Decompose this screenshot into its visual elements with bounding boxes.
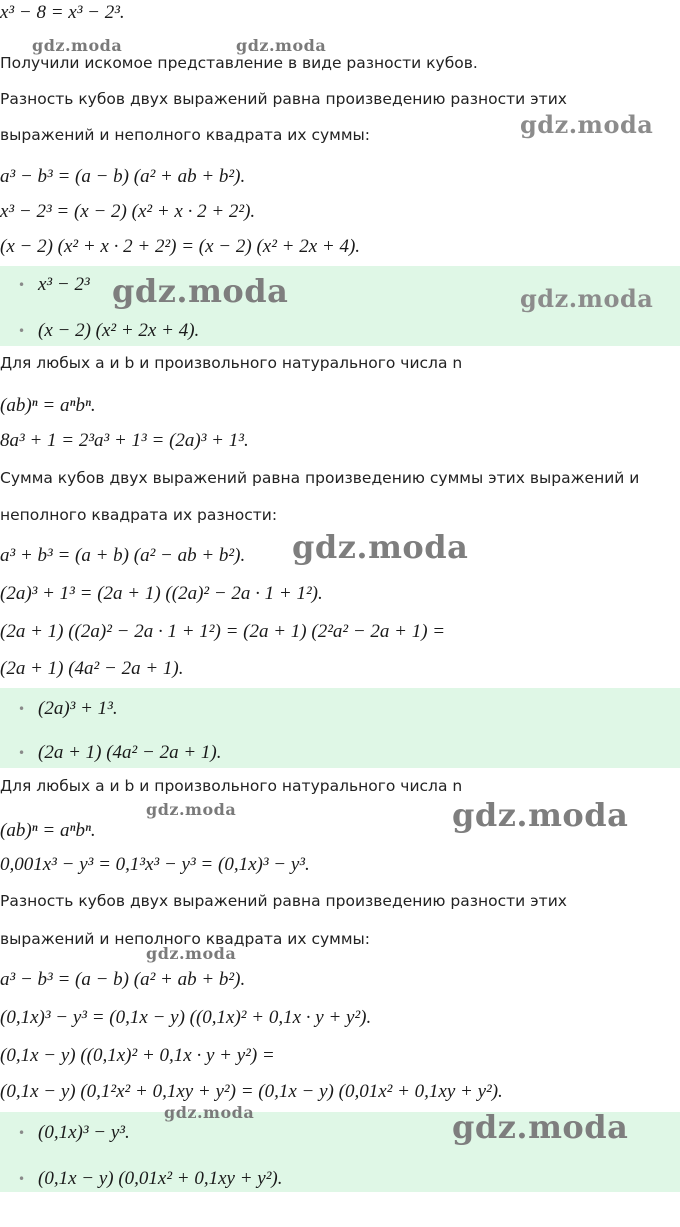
watermark: gdz.moda bbox=[164, 1103, 255, 1122]
math-line: (2a + 1) ((2a)² − 2a · 1 + 1²) = (2a + 1) (2²a² − 2a + 1) = bbox=[0, 621, 446, 642]
watermark: gdz.moda bbox=[236, 36, 327, 55]
math-line: (2a)³ + 1³ = (2a + 1) ((2a)² − 2a · 1 + 1²). bbox=[0, 583, 323, 604]
math-line: a³ + b³ = (a + b) (a² − ab + b²). bbox=[0, 545, 246, 566]
math-line: 8a³ + 1 = 2³a³ + 1³ = (2a)³ + 1³. bbox=[0, 430, 249, 451]
watermark: gdz.moda bbox=[146, 800, 237, 819]
watermark: gdz.moda bbox=[520, 284, 654, 313]
text-line: выражений и неполного квадрата их суммы: bbox=[0, 126, 371, 144]
text-line: неполного квадрата их разности: bbox=[0, 506, 278, 524]
math-line: x³ − 8 = x³ − 2³. bbox=[0, 2, 125, 23]
text-line: выражений и неполного квадрата их суммы: bbox=[0, 930, 371, 948]
math-line: (2a + 1) (4a² − 2a + 1). bbox=[0, 658, 184, 679]
bullet-icon: • bbox=[18, 702, 26, 716]
math-line: a³ − b³ = (a − b) (a² + ab + b²). bbox=[0, 969, 246, 990]
text-line: Для любых a и b и произвольного натурального числа n bbox=[0, 354, 463, 372]
watermark: gdz.moda bbox=[292, 528, 469, 566]
answer-item: (2a)³ + 1³. bbox=[38, 698, 118, 719]
text-line: Для любых a и b и произвольного натурального числа n bbox=[0, 777, 463, 795]
math-line: (x − 2) (x² + x · 2 + 2²) = (x − 2) (x² + 2x + 4). bbox=[0, 236, 361, 257]
text-line: Разность кубов двух выражений равна произведению разности этих bbox=[0, 892, 567, 910]
math-line: (0,1x − y) ((0,1x)² + 0,1x · y + y²) = bbox=[0, 1045, 275, 1066]
math-line: (0,1x)³ − y³ = (0,1x − y) ((0,1x)² + 0,1x · y + y²). bbox=[0, 1007, 372, 1028]
answer-item: (0,1x)³ − y³. bbox=[38, 1122, 130, 1143]
bullet-icon: • bbox=[18, 324, 26, 338]
text-line: Получили искомое представление в виде разности кубов. bbox=[0, 54, 478, 72]
math-line: x³ − 2³ = (x − 2) (x² + x · 2 + 2²). bbox=[0, 201, 256, 222]
math-line: (ab)ⁿ = aⁿbⁿ. bbox=[0, 395, 96, 416]
math-line: (0,1x − y) (0,1²x² + 0,1xy + y²) = (0,1x − y) (0,01x² + 0,1xy + y²). bbox=[0, 1081, 503, 1102]
watermark: gdz.moda bbox=[452, 1108, 629, 1146]
watermark: gdz.moda bbox=[146, 944, 237, 963]
watermark: gdz.moda bbox=[32, 36, 123, 55]
bullet-icon: • bbox=[18, 278, 26, 292]
math-line: (ab)ⁿ = aⁿbⁿ. bbox=[0, 820, 96, 841]
text-line: Сумма кубов двух выражений равна произведению суммы этих выражений и bbox=[0, 469, 640, 487]
text-line: Разность кубов двух выражений равна произведению разности этих bbox=[0, 90, 567, 108]
math-line: a³ − b³ = (a − b) (a² + ab + b²). bbox=[0, 166, 246, 187]
math-line: 0,001x³ − y³ = 0,1³x³ − y³ = (0,1x)³ − y³. bbox=[0, 854, 310, 875]
watermark: gdz.moda bbox=[520, 110, 654, 139]
watermark: gdz.moda bbox=[112, 272, 289, 310]
answer-item: (0,1x − y) (0,01x² + 0,1xy + y²). bbox=[38, 1168, 283, 1189]
answer-item: (2a + 1) (4a² − 2a + 1). bbox=[38, 742, 222, 763]
bullet-icon: • bbox=[18, 746, 26, 760]
bullet-icon: • bbox=[18, 1126, 26, 1140]
watermark: gdz.moda bbox=[452, 796, 629, 834]
answer-item: (x − 2) (x² + 2x + 4). bbox=[38, 320, 200, 341]
answer-item: x³ − 2³ bbox=[38, 274, 90, 295]
bullet-icon: • bbox=[18, 1172, 26, 1186]
answer-block bbox=[0, 688, 680, 768]
